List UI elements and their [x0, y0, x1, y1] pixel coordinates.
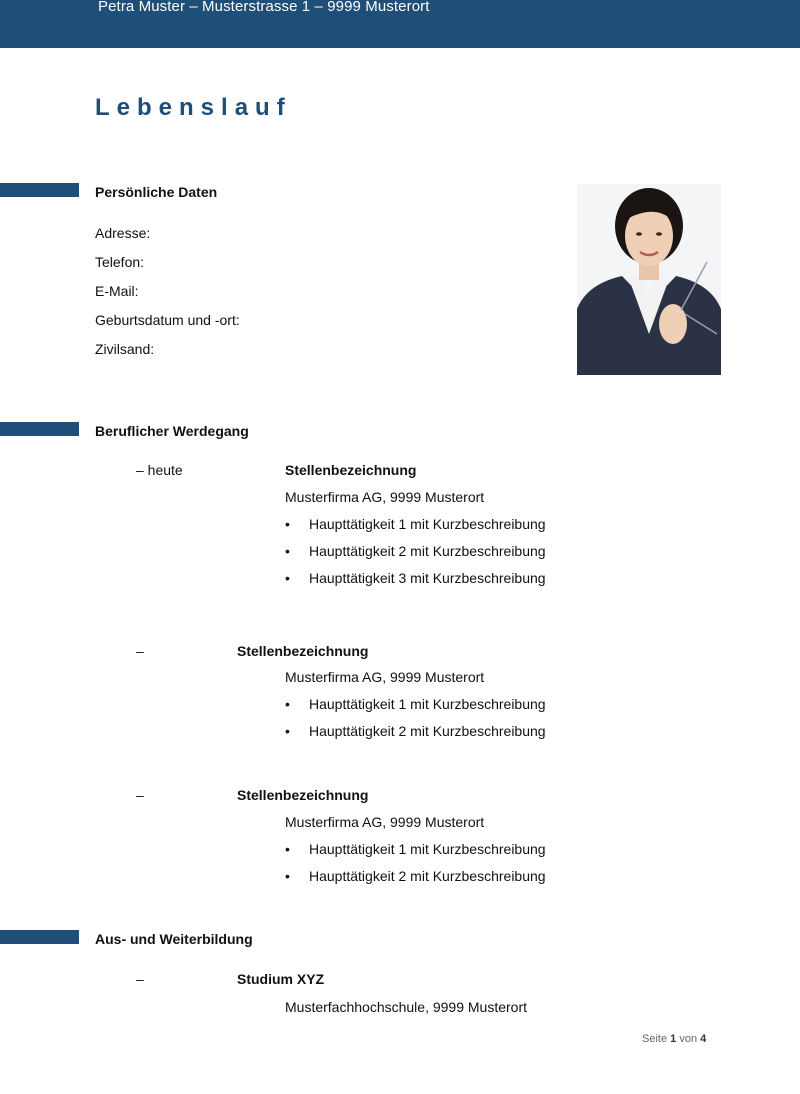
field-birth: Geburtsdatum und -ort:: [95, 312, 240, 328]
bullet-icon: •: [285, 868, 290, 884]
job-3-task-1: • Haupttätigkeit 1 mit Kurzbeschreibung: [285, 841, 546, 857]
header-contact-line: Petra Muster – Musterstrasse 1 – 9999 Musterort: [98, 0, 430, 15]
job-1-period: – heute: [136, 462, 183, 478]
job-2-company: Musterfirma AG, 9999 Musterort: [285, 669, 485, 685]
page-number: Seite 1 von 4: [642, 1033, 707, 1045]
bullet-icon: •: [285, 723, 290, 739]
job-2-title: Stellenbezeichnung: [237, 643, 369, 659]
page-title: Lebenslauf: [95, 94, 292, 121]
section-marker-personal: [0, 183, 79, 197]
job-1-company: Musterfirma AG, 9999 Musterort: [285, 489, 485, 505]
bullet-icon: •: [285, 696, 290, 712]
job-3-task-2: • Haupttätigkeit 2 mit Kurzbeschreibung: [285, 868, 546, 884]
field-email: E-Mail:: [95, 283, 139, 299]
job-1-title: Stellenbezeichnung: [285, 462, 417, 478]
header-band: [0, 0, 800, 48]
field-address: Adresse:: [95, 225, 151, 241]
section-title-personal: Persönliche Daten: [95, 184, 218, 200]
job-2-task-2: • Haupttätigkeit 2 mit Kurzbeschreibung: [285, 723, 546, 739]
section-marker-career: [0, 422, 79, 436]
field-phone: Telefon:: [95, 254, 145, 270]
profile-photo: [577, 184, 721, 375]
education-1-title: Studium XYZ: [237, 971, 325, 987]
section-title-education: Aus- und Weiterbildung: [95, 931, 253, 947]
job-3-company: Musterfirma AG, 9999 Musterort: [285, 814, 485, 830]
education-1-period: –: [136, 971, 144, 987]
job-2-period: –: [136, 643, 144, 659]
job-1-task-2: • Haupttätigkeit 2 mit Kurzbeschreibung: [285, 543, 546, 559]
field-civil-status: Zivilsand:: [95, 341, 155, 357]
bullet-icon: •: [285, 543, 290, 559]
education-1-school: Musterfachhochschule, 9999 Musterort: [285, 999, 528, 1015]
job-3-title: Stellenbezeichnung: [237, 787, 369, 803]
job-1-task-1: • Haupttätigkeit 1 mit Kurzbeschreibung: [285, 516, 546, 532]
bullet-icon: •: [285, 841, 290, 857]
job-1-task-3: • Haupttätigkeit 3 mit Kurzbeschreibung: [285, 570, 546, 586]
job-2-task-1: • Haupttätigkeit 1 mit Kurzbeschreibung: [285, 696, 546, 712]
bullet-icon: •: [285, 516, 290, 532]
job-3-period: –: [136, 787, 144, 803]
bullet-icon: •: [285, 570, 290, 586]
section-marker-education: [0, 930, 79, 944]
section-title-career: Beruflicher Werdegang: [95, 423, 249, 439]
